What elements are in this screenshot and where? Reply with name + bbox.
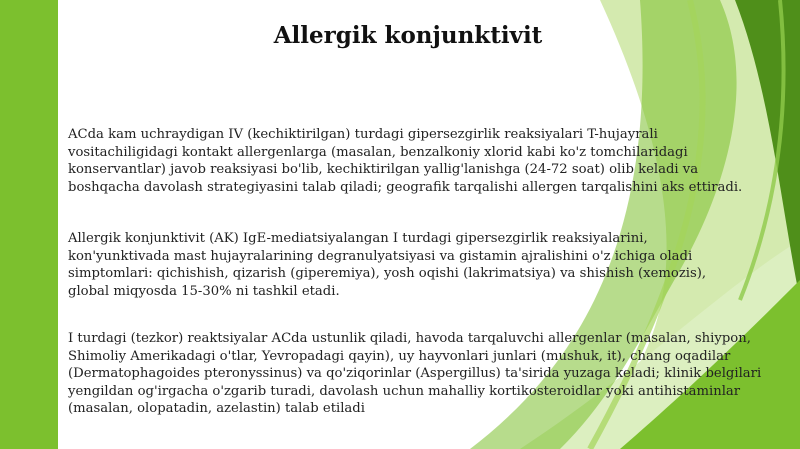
paragraph-type-iv: ACda kam uchraydigan IV (kechiktirilgan) turdagi gipersezgirlik reaksiyalari T-hujayrali vositachiligidagi kontakt allergenlarga (masalan, benzalkoniy xlorid kabi ko'z tomchilaridagi konservantlar) javob reaksiyasi bo'lib, kechiktirilgan yallig'lanishga (24-72 soat) olib keladi va boshqacha davolash strategiyasini talab qiladi; geografik tarqalishi allergen tarqalishini aks ettiradi. <box>68 127 743 195</box>
slide-title: Allergik konjunktivit <box>273 22 543 49</box>
paragraph-allergic-conjunctivitis: Allergik konjunktivit (AK) IgE-mediatsiyalangan I turdagi gipersezgirlik reaksiyalarini, kon'yunktivada mast hujayralarining degranulyatsiyasi va gistamin ajralishini o'z ichiga oladi simptomlari: qichishish, qizarish (giperemiya), yosh oqishi (lakrimatsiya) va shishish (xemozis), global miqyosda 15-30% ni tashkil etadi. <box>68 231 707 299</box>
paragraph-type-i: I turdagi (tezkor) reaktsiyalar ACda ustunlik qiladi, havoda tarqaluvchi allergenlar (masalan, shiypon, Shimoliy Amerikadagi o'tlar, Yevropadagi qayin), uy hayvonlari junlari (mushuk, it), chang oqadilar (Dermatophagoides pteronyssinus) va qo'ziqorinlar (Aspergillus) ta'sirida yuzaga keladi; klinik belgilari yengildan og'irgacha o'zgarib turadi, davolash uchun mahalliy kortikosteroidlar yoki antihistaminlar (masalan, olopatadin, azelastin) talab etiladi <box>68 331 762 416</box>
